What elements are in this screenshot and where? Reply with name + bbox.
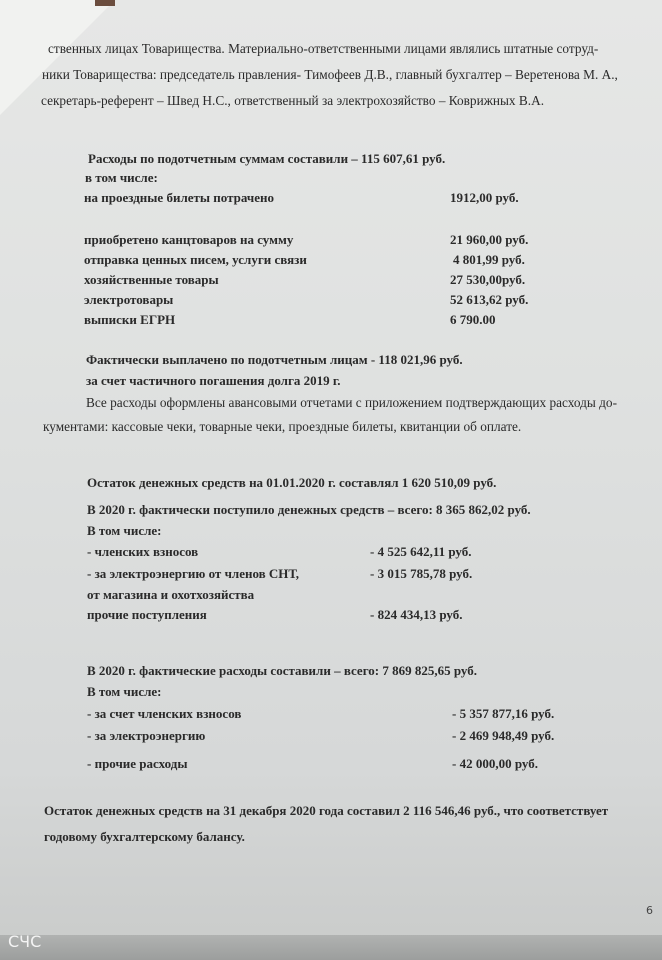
accountable-item-label: хозяйственные товары bbox=[84, 272, 219, 287]
accountable-item-label: приобретено канцтоваров на сумму bbox=[84, 232, 294, 247]
paid-line-2: за счет частичного погашения долга 2019 г. bbox=[86, 373, 341, 388]
accountable-item-label: отправка ценных писем, услуги связи bbox=[84, 252, 307, 267]
expenses-including: В том числе: bbox=[87, 684, 162, 699]
income-item-label: прочие поступления bbox=[87, 607, 207, 622]
note-line-1: Все расходы оформлены авансовыми отчетами с приложением подтверждающих расходы до- bbox=[86, 395, 618, 410]
accountable-item-label: электротовары bbox=[84, 292, 174, 307]
expenses-item-label: - за счет членских взносов bbox=[87, 706, 242, 721]
accountable-item-label: на проездные билеты потрачено bbox=[84, 190, 274, 205]
income-item-amount: - 824 434,13 руб. bbox=[370, 607, 463, 622]
income-item-amount: - 4 525 642,11 руб. bbox=[370, 544, 472, 559]
balance-end-line-1: Остаток денежных средств на 31 декабря 2020 года составил 2 116 546,46 руб., что соответствует bbox=[44, 803, 609, 818]
accountable-item-amount: 6 790.00 bbox=[450, 312, 496, 327]
expenses-item-amount: - 5 357 877,16 руб. bbox=[452, 706, 555, 721]
income-including: В том числе: bbox=[87, 523, 162, 538]
income-item-label: от магазина и охотхозяйства bbox=[87, 587, 255, 602]
watermark-label: СЧС bbox=[8, 932, 42, 951]
page-number: 6 bbox=[646, 904, 653, 917]
income-item-amount: - 3 015 785,78 руб. bbox=[370, 566, 473, 581]
expenses-title: В 2020 г. фактические расходы составили – всего: 7 869 825,65 руб. bbox=[87, 663, 477, 678]
balance-end-line-2: годовому бухгалтерскому балансу. bbox=[44, 829, 245, 844]
accountable-including: в том числе: bbox=[85, 170, 158, 185]
accountable-item-amount: 4 801,99 руб. bbox=[453, 252, 525, 267]
income-title: В 2020 г. фактически поступило денежных средств – всего: 8 365 862,02 руб. bbox=[87, 502, 531, 517]
expenses-item-label: - за электроэнергию bbox=[87, 728, 206, 743]
accountable-item-amount: 1912,00 руб. bbox=[450, 190, 519, 205]
accountable-title: Расходы по подотчетным суммам составили – 115 607,61 руб. bbox=[88, 151, 446, 166]
photo-bottom-shadow bbox=[0, 935, 662, 960]
note-line-2: кументами: кассовые чеки, товарные чеки, проездные билеты, квитанции об оплате. bbox=[43, 419, 522, 434]
intro-line-3: секретарь-референт – Швед Н.С., ответственный за электрохозяйство – Коврижных В.А. bbox=[41, 93, 545, 108]
accountable-item-amount: 52 613,62 руб. bbox=[450, 292, 529, 307]
expenses-item-amount: - 2 469 948,49 руб. bbox=[452, 728, 555, 743]
paid-line-1: Фактически выплачено по подотчетным лицам - 118 021,96 руб. bbox=[86, 352, 463, 367]
background-edge bbox=[95, 0, 115, 6]
expenses-item-amount: - 42 000,00 руб. bbox=[452, 756, 538, 771]
accountable-item-label: выписки ЕГРН bbox=[84, 312, 176, 327]
balance-start: Остаток денежных средств на 01.01.2020 г. составлял 1 620 510,09 руб. bbox=[87, 475, 497, 490]
accountable-item-amount: 21 960,00 руб. bbox=[450, 232, 529, 247]
intro-line-1: ственных лицах Товарищества. Материально-ответственными лицами являлись штатные сотруд- bbox=[48, 41, 599, 56]
expenses-item-label: - прочие расходы bbox=[87, 756, 188, 771]
intro-line-2: ники Товарищества: председатель правления- Тимофеев Д.В., главный бухгалтер – Веретенова М. А., bbox=[42, 67, 618, 82]
accountable-item-amount: 27 530,00руб. bbox=[450, 272, 526, 287]
income-item-label: - за электроэнергию от членов СНТ, bbox=[87, 566, 300, 581]
income-item-label: - членских взносов bbox=[87, 544, 199, 559]
